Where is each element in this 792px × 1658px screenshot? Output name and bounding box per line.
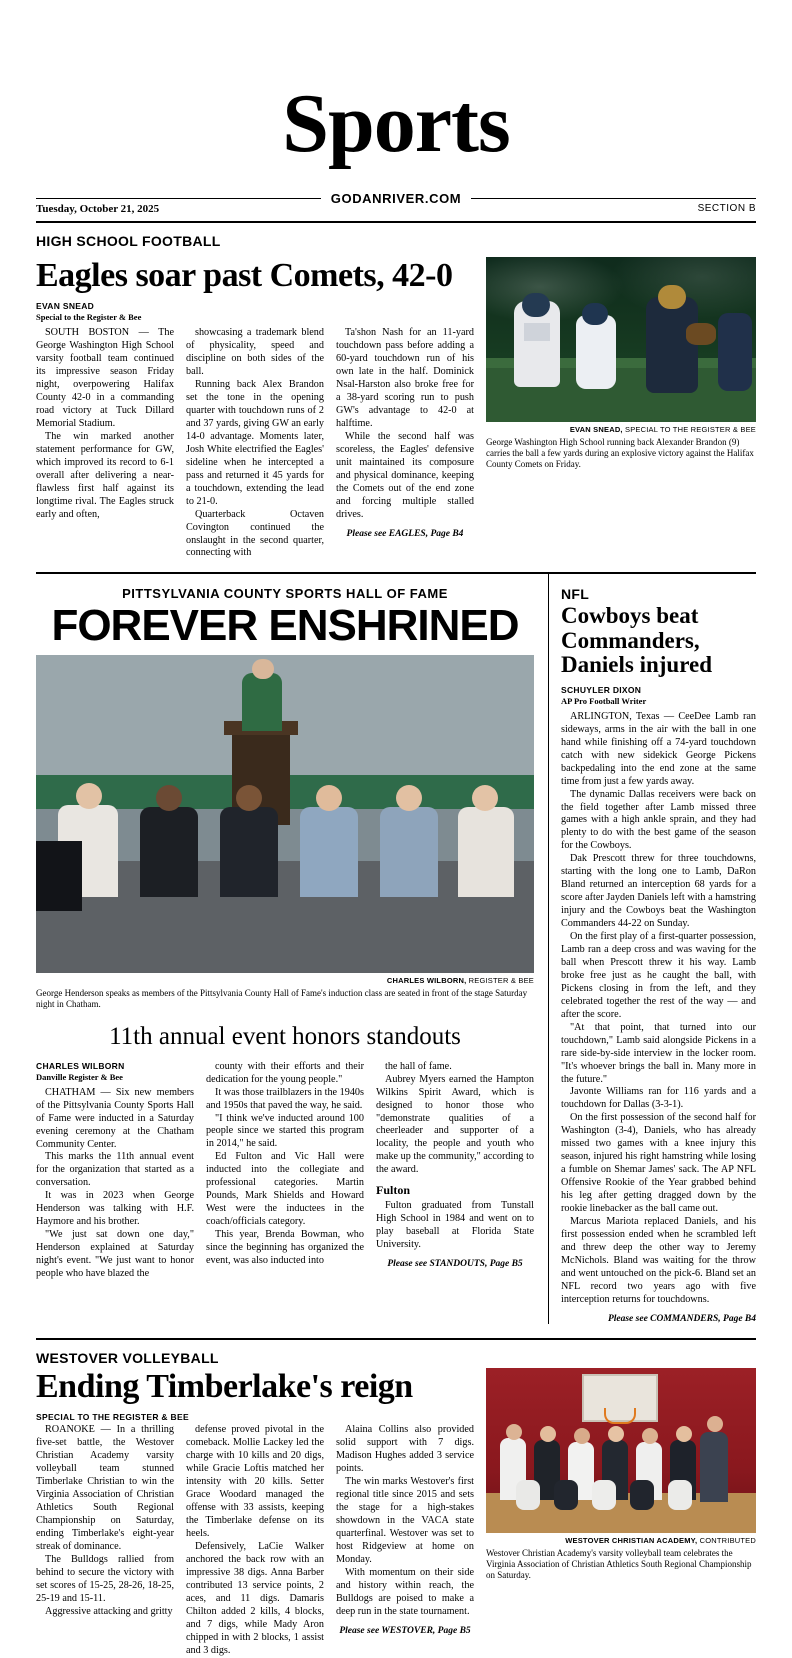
hof-column-2 bbox=[206, 1061, 364, 1281]
paragraph: On the first play of a first-quarter possession, Lamb ran a deep cross and was waving for the ball when Prescott threw it his way. Lamb broke free just as he caught the ball, with Pickens closing in from the left, and they celebrated together the rest of the way — and after the score. bbox=[561, 931, 756, 1020]
paragraph: Marcus Mariota replaced Daniels, and his first possession ended when he scrambled left and threw deep the other way to Jeremy McNichols. Bland was waiting for the throw and went untouched on the pick-6. Bland set an NFL record two years ago with five interception returns for touchdowns. bbox=[561, 1216, 756, 1305]
paragraph: The win marked another statement performance for GW, which improved its record to 6-1 overall after delivering a near-flawless first half against its longtime rival. The Eagles struck early and often, bbox=[36, 430, 174, 520]
paragraph: Defensively, LaCie Walker anchored the back row with an impressive 38 digs. Anna Barber contributed 13 service points, 2 aces, and 11 digs. Damaris Chilton added 2 kills, 4 blocks, and 7 digs, while Mady Aron chipped in with 2 blocks, 1 assist and 3 digs. bbox=[186, 1540, 324, 1656]
paragraph: Fulton graduated from Tunstall High School in 1984 and went on to play baseball at Florida State University. bbox=[376, 1200, 534, 1251]
credit-outlet: SPECIAL TO THE REGISTER & BEE bbox=[625, 424, 756, 434]
credit-outlet: CONTRIBUTED bbox=[699, 1535, 756, 1545]
paragraph: The win marks Westover's first regional title since 2015 and sets the stage for a high-stakes showdown in the VACA state quarterfinal. Westover was set to host Ridgeview at home on Monday. bbox=[336, 1476, 474, 1565]
paragraph: ARLINGTON, Texas — CeeDee Lamb ran sideways, arms in the air with the ball in one hand while finishing off a 74-yard touchdown catch with new sidekick George Pickens backpedaling into the end zone at the same time from just a few yards away. bbox=[561, 710, 756, 787]
paragraph: "We just sat down one day," Henderson explained at Saturday night's event. "We just want to honor people who have blazed the bbox=[36, 1229, 194, 1280]
site-url[interactable]: GODANRIVER.COM bbox=[321, 191, 471, 206]
hof-column-3 bbox=[376, 1061, 534, 1281]
paragraph: showcasing a trademark blend of physicality, speed and discipline on both sides of the ball. bbox=[186, 327, 324, 378]
paragraph: SOUTH BOSTON — The George Washington High School varsity football team continued its impressive season Friday night, overpowering Halifax County 42-0 in a commanding road victory at Tuck Dillard Memorial Stadium. bbox=[36, 327, 174, 429]
nfl-byline-sub: AP Pro Football Writer bbox=[561, 695, 647, 706]
paragraph: "At that point, that turned into our touchdown," Lamb said alongside Pickens in a rare side-by-side interview in the locker room. "It's whoever brings the ball in. Many more in the future." bbox=[561, 1021, 756, 1085]
paragraph: Dak Prescott threw for three touchdowns, starting with the long one to Lamb, DaRon Bland returned an interception 68 yards for a score after Jayden Daniels left with a hamstring injury and the Cowboys beat the Washington Commanders 44-22 on Sunday. bbox=[561, 853, 756, 930]
top-story-kicker: HIGH SCHOOL FOOTBALL bbox=[36, 232, 221, 249]
paragraph: defense proved pivotal in the comeback. Mollie Lackey led the charge with 10 kills and 20 digs, while Gracie Loftis matched her intensity with 20 kills. Setter Grace Woodard managed the offense with 33 assists, keeping the Timberlake defense on its heels. bbox=[186, 1424, 324, 1539]
credit-source: WESTOVER CHRISTIAN ACADEMY, bbox=[565, 1535, 698, 1545]
top-story-column-1 bbox=[36, 327, 174, 560]
nfl-headline[interactable]: Cowboys beat Commanders, Daniels injured bbox=[561, 603, 713, 677]
top-story-media bbox=[486, 257, 756, 561]
top-story-jump-line[interactable]: Please see EAGLES, Page B4 bbox=[346, 528, 464, 539]
paragraph: On the first possession of the second half for Washington (3-4), Daniels, who has already missed two games with a knee injury this season, injured his right hamstring while losing a fumble on Shemar James' sack. The AP NFL Offensive Rookie of the Year grabbed behind his leg after getting dragged down by the rookie linebacker as the ball came out. bbox=[561, 1112, 756, 1215]
paragraph: Ed Fulton and Vic Hall were inducted into the collegiate and professional categories. Martin Pounds, Mark Shields and Howard West were the inductees in the coach/officials category. bbox=[206, 1151, 364, 1228]
top-story-column-2 bbox=[186, 327, 324, 560]
credit-outlet: REGISTER & BEE bbox=[468, 976, 534, 986]
paragraph: The Bulldogs rallied from behind to secure the victory with set scores of 15-25, 28-26, 18-25, 25-19 and 15-11. bbox=[36, 1553, 174, 1604]
bottom-story-column-3 bbox=[336, 1424, 474, 1657]
nfl-story bbox=[548, 574, 756, 1323]
top-story-photo bbox=[486, 257, 756, 422]
page-title: Sports bbox=[282, 77, 510, 170]
nfl-byline: SCHUYLER DIXON bbox=[561, 684, 642, 695]
paragraph: Javonte Williams ran for 116 yards and a touchdown for Dallas (3-3-1). bbox=[561, 1086, 756, 1111]
paragraph: It was in 2023 when George Henderson was talking with H.F. Haymore and his brother. bbox=[36, 1190, 194, 1228]
paragraph: While the second half was scoreless, the Eagles' defensive unit maintained its composure and physical dominance, keeping the Comets out of the end zone and forcing multiple stalled drives. bbox=[336, 430, 474, 520]
hof-byline: CHARLES WILBORN bbox=[36, 1060, 125, 1071]
paragraph: It was those trailblazers in the 1940s and 1950s that paved the way, he said. bbox=[206, 1086, 364, 1111]
bottom-story-headline[interactable]: Ending Timberlake's reign bbox=[36, 1367, 413, 1405]
top-story-caption: George Washington High School running back Alexander Brandon (9) carries the ball a few yards during an explosive victory against the Halifax County Comets on Friday. bbox=[486, 436, 754, 470]
paragraph: the hall of fame. bbox=[385, 1060, 452, 1072]
paragraph: This marks the 11th annual event for the organization that started as a conversation. bbox=[36, 1151, 194, 1189]
publication-date: Tuesday, October 21, 2025 bbox=[36, 202, 160, 215]
hof-subhead[interactable]: 11th annual event honors standouts bbox=[109, 1022, 461, 1050]
credit-source: EVAN SNEAD, bbox=[569, 424, 623, 434]
hof-column-1 bbox=[36, 1061, 194, 1281]
paragraph: Aubrey Myers earned the Hampton Wilkins Spirit Award, which is designed to honor those who "demonstrate qualities of a cheerleader and supporter of a locality, the people and youth who make up the community," according to the award. bbox=[376, 1073, 534, 1176]
bottom-story-media bbox=[486, 1368, 756, 1658]
hof-photo bbox=[36, 655, 534, 973]
nfl-body bbox=[561, 711, 756, 1324]
top-story bbox=[36, 233, 756, 561]
bottom-story-jump-line[interactable]: Please see WESTOVER, Page B5 bbox=[339, 1625, 471, 1636]
top-story-byline-sub: Special to the Register & Bee bbox=[36, 312, 142, 323]
top-story-photo-credit bbox=[486, 425, 756, 434]
bottom-story-byline: SPECIAL TO THE REGISTER & BEE bbox=[36, 1412, 189, 1423]
section-label: SECTION B bbox=[697, 202, 756, 214]
middle-section bbox=[36, 574, 756, 1323]
hall-of-fame-story bbox=[36, 574, 534, 1323]
top-story-byline: EVAN SNEAD bbox=[36, 301, 95, 312]
paragraph: county with their efforts and their dedication for the young people." bbox=[206, 1060, 364, 1085]
nfl-jump-line[interactable]: Please see COMMANDERS, Page B4 bbox=[607, 1313, 756, 1324]
paragraph: CHATHAM — Six new members of the Pittsylvania County Sports Hall of Fame were inducted in a Saturday evening ceremony at the Chatham Community Center. bbox=[36, 1086, 194, 1150]
hof-jump-line[interactable]: Please see STANDOUTS, Page B5 bbox=[387, 1259, 523, 1270]
hof-byline-sub: Danville Register & Bee bbox=[36, 1071, 123, 1082]
paragraph: "I think we've inducted around 100 people since we started this program in 2014," he said. bbox=[206, 1112, 364, 1150]
nfl-kicker: NFL bbox=[561, 586, 590, 603]
paragraph: This year, Brenda Bowman, who since the beginning has organized the event, was also inducted into bbox=[206, 1229, 364, 1267]
paragraph: The dynamic Dallas receivers were back on the field together after Lamb missed three games with a high ankle sprain, and they had plenty to do with the best game of the season for the Cowboys. bbox=[561, 788, 756, 852]
masthead bbox=[36, 0, 756, 223]
top-story-headline[interactable]: Eagles soar past Comets, 42-0 bbox=[36, 256, 453, 294]
paragraph: With momentum on their side and history within reach, the Bulldogs are poised to make a deep run in the state tournament. bbox=[336, 1566, 474, 1617]
bottom-story bbox=[36, 1350, 756, 1658]
hof-photo-credit bbox=[36, 976, 534, 985]
paragraph: Running back Alex Brandon set the tone in the opening quarter with touchdown runs of 2 and 37 yards, giving GW an early 14-0 advantage. Moments later, Josh White electrified the Eagles' sideline when he intercepted a pass and returned it 45 yards for a touchdown, extending the lead to 21-0. bbox=[186, 379, 324, 507]
hof-sub-section: Fulton bbox=[376, 1183, 411, 1198]
bottom-story-kicker: WESTOVER VOLLEYBALL bbox=[36, 1349, 219, 1366]
paragraph: Ta'shon Nash for an 11-yard touchdown pass before adding a 60-yard touchdown run of his own late in the half. Dominick Nsal-Harston also broke free for a 38-yard scoring run to push GW's advantage to 42-0 at halftime. bbox=[336, 327, 474, 429]
paragraph: ROANOKE — In a thrilling five-set battle, the Westover Christian Academy varsity volleyball team stunned Timberlake Christian to win the Virginia Association of Christian Athletics South Regional Championship on Saturday, ending Timberlake's eight-year streak of dominance. bbox=[36, 1424, 174, 1552]
hof-body bbox=[36, 1061, 534, 1281]
bottom-story-photo bbox=[486, 1368, 756, 1533]
bottom-story-caption: Westover Christian Academy's varsity volleyball team celebrates the Virginia Association of Christian Athletics South Regional Championship on Saturday. bbox=[486, 1547, 752, 1581]
paragraph: Alaina Collins also provided solid support with 7 digs. Madison Hughes added 3 service points. bbox=[336, 1424, 474, 1475]
paragraph: Quarterback Octaven Covington continued the onslaught in the second quarter, connecting with bbox=[186, 508, 324, 559]
credit-source: CHARLES WILBORN, bbox=[386, 976, 467, 986]
hof-kicker: PITTSYLVANIA COUNTY SPORTS HALL OF FAME bbox=[122, 586, 448, 602]
bottom-story-column-2 bbox=[186, 1424, 324, 1657]
hof-headline[interactable]: FOREVER ENSHRINED bbox=[51, 601, 519, 651]
bottom-story-photo-credit bbox=[486, 1536, 756, 1545]
paragraph: Aggressive attacking and gritty bbox=[45, 1605, 173, 1617]
top-story-column-3 bbox=[336, 327, 474, 560]
bottom-story-column-1 bbox=[36, 1424, 174, 1657]
hof-caption: George Henderson speaks as members of the Pittsylvania County Hall of Fame's induction class are seated in front of the stage Saturday night in Chatham. bbox=[36, 988, 528, 1010]
